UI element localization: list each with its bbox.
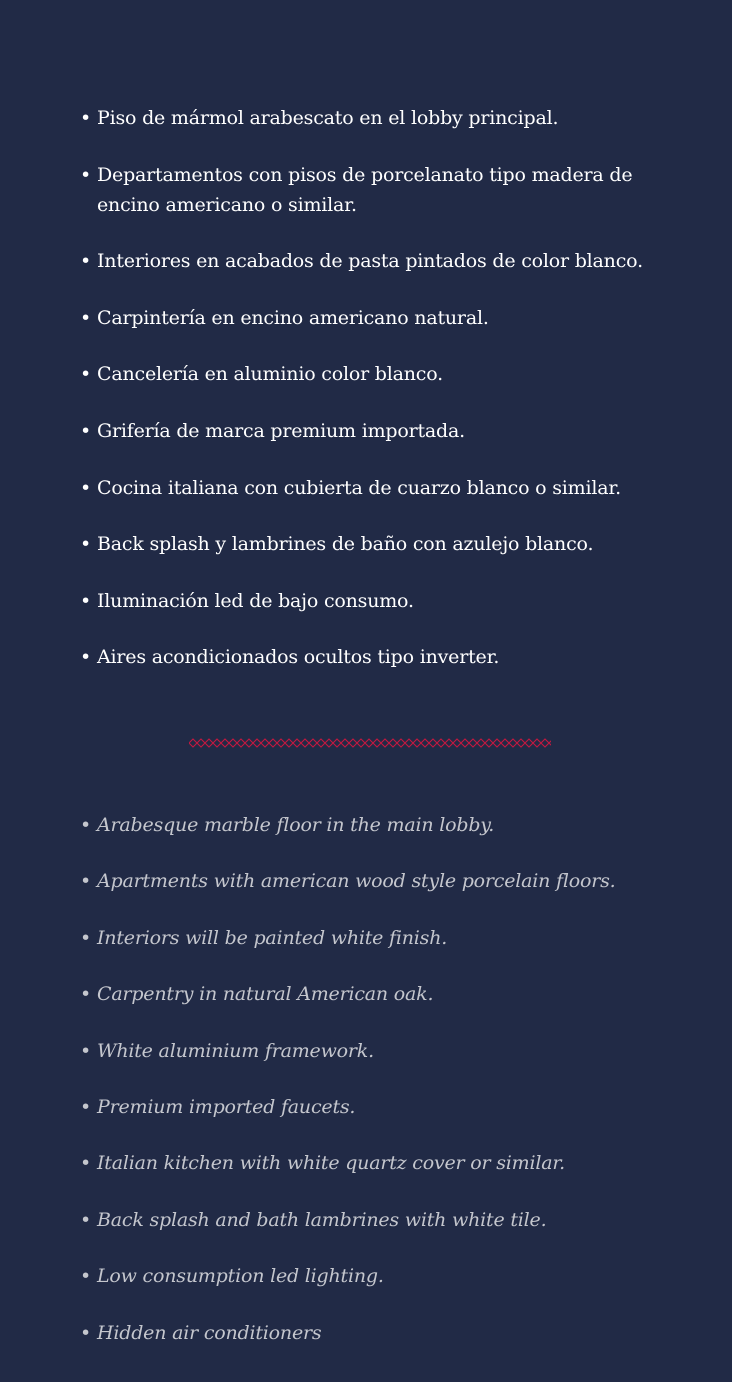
list-item: • Aires acondicionados ocultos tipo inverter. [80,642,664,672]
list-item: • Grifería de marca premium importada. [80,416,664,446]
list-item: • Cancelería en aluminio color blanco. [80,359,664,389]
list-item: • Interiors will be painted white finish. [80,923,664,953]
list-item: • Piso de mármol arabescato en el lobby principal. [80,103,664,133]
list-item: • Cocina italiana con cubierta de cuarzo blanco o similar. [80,473,664,503]
list-item: • Carpentry in natural American oak. [80,979,664,1009]
list-item: • Italian kitchen with white quartz cover or similar. [80,1148,664,1178]
list-item: • Arabesque marble floor in the main lobby. [80,810,664,840]
list-item: • Back splash y lambrines de baño con azulejo blanco. [80,529,664,559]
list-item: • Hidden air conditioners [80,1318,664,1348]
list-item: • Back splash and bath lambrines with white tile. [80,1205,664,1235]
list-item: • Iluminación led de bajo consumo. [80,586,664,616]
list-item: • Apartments with american wood style porcelain floors. [80,866,664,896]
list-item: • Low consumption led lighting. [80,1261,664,1291]
list-item: • Premium imported faucets. [80,1092,664,1122]
list-item: • Departamentos con pisos de porcelanato tipo madera de encino americano o similar. [80,160,664,220]
english-features-list [80,810,664,1374]
list-item: • Interiores en acabados de pasta pintados de color blanco. [80,246,664,276]
zigzag-divider [189,737,551,749]
list-item: • White aluminium framework. [80,1036,664,1066]
spanish-features-list [80,103,664,699]
list-item: • Carpintería en encino americano natural. [80,303,664,333]
